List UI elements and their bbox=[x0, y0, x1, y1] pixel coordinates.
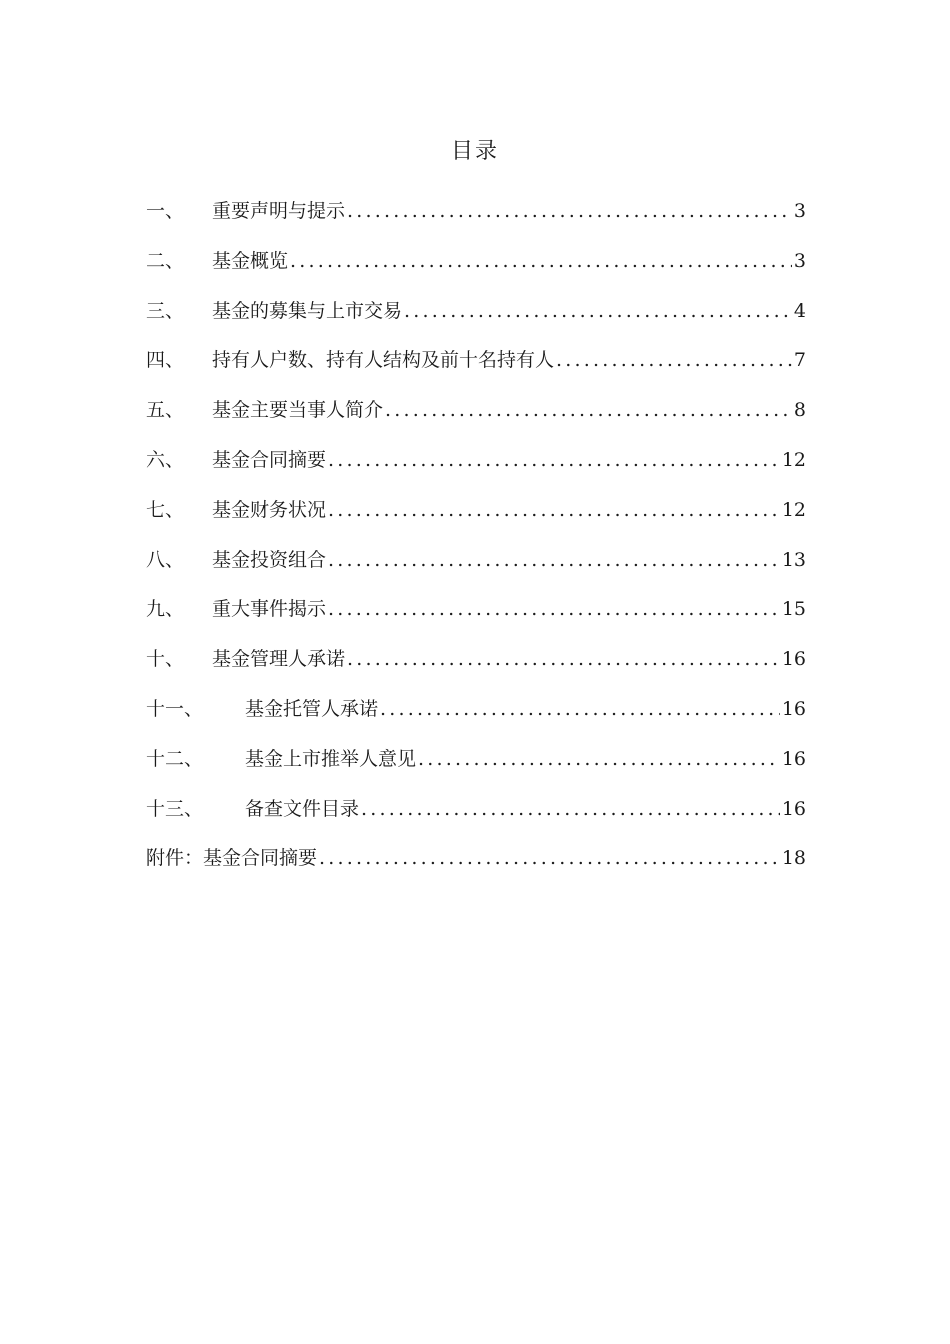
toc-dot-leader bbox=[418, 748, 780, 770]
toc-entry-label: 基金的募集与上市交易 bbox=[212, 299, 403, 322]
toc-dot-leader bbox=[404, 300, 792, 322]
toc-entry-label: 基金托管人承诺 bbox=[245, 697, 379, 720]
toc-entry-page: 16 bbox=[781, 697, 806, 720]
toc-entry[interactable] bbox=[146, 296, 806, 346]
toc-entry[interactable] bbox=[146, 246, 806, 296]
toc-entry-number: 十一、 bbox=[146, 697, 204, 720]
toc-entry-number: 十、 bbox=[146, 648, 185, 671]
toc-entry-label: 重大事件揭示 bbox=[212, 598, 327, 621]
toc-entry-page: 18 bbox=[781, 847, 806, 870]
toc-entry-label: 重要声明与提示 bbox=[212, 200, 346, 222]
toc-entry-label: 基金概览 bbox=[212, 249, 289, 272]
toc-entry-label: 基金投资组合 bbox=[212, 548, 327, 571]
toc-dot-leader bbox=[380, 698, 780, 720]
toc-entry-number: 七、 bbox=[146, 498, 185, 521]
toc-entry-number: 十三、 bbox=[146, 797, 204, 820]
toc-entry-number: 二、 bbox=[146, 249, 185, 272]
toc-entry-label: 基金主要当事人简介 bbox=[212, 399, 384, 422]
toc-entry-page: 16 bbox=[781, 797, 806, 820]
toc-entry-label: 附件：基金合同摘要 bbox=[146, 847, 318, 870]
toc-entry[interactable] bbox=[146, 694, 806, 744]
toc-entry-label: 持有人户数、持有人结构及前十名持有人 bbox=[212, 349, 555, 372]
toc-dot-leader bbox=[290, 250, 792, 272]
toc-entry-page: 4 bbox=[793, 299, 806, 322]
toc-entry-page: 3 bbox=[793, 200, 806, 222]
toc-dot-leader bbox=[556, 349, 792, 371]
toc-entry-number: 八、 bbox=[146, 548, 185, 571]
toc-entry[interactable] bbox=[146, 445, 806, 495]
toc-dot-leader bbox=[328, 449, 780, 471]
toc-entry-page: 7 bbox=[793, 349, 806, 372]
toc-entry[interactable] bbox=[146, 545, 806, 595]
toc-entry-page: 16 bbox=[781, 648, 806, 671]
toc-entry-label: 备查文件目录 bbox=[245, 797, 360, 820]
toc-entry-label: 基金合同摘要 bbox=[212, 448, 327, 471]
toc-entry-number: 九、 bbox=[146, 598, 185, 621]
toc-entry[interactable] bbox=[146, 794, 806, 844]
toc-entry[interactable] bbox=[146, 345, 806, 395]
toc-entry-page: 13 bbox=[781, 548, 806, 571]
toc-entry[interactable] bbox=[146, 843, 806, 893]
toc-dot-leader bbox=[328, 499, 780, 521]
toc-entry-page: 15 bbox=[781, 598, 806, 621]
toc-entry[interactable] bbox=[146, 395, 806, 445]
toc-entry-number: 十二、 bbox=[146, 747, 204, 770]
toc-entry-label: 基金上市推举人意见 bbox=[245, 747, 417, 770]
toc-title: 目录 bbox=[450, 139, 499, 164]
toc-dot-leader bbox=[347, 200, 792, 222]
toc-dot-leader bbox=[361, 798, 780, 820]
toc-entry-page: 8 bbox=[793, 399, 806, 422]
toc-entry-label: 基金管理人承诺 bbox=[212, 648, 346, 671]
toc-list bbox=[146, 196, 806, 893]
toc-dot-leader bbox=[328, 598, 780, 620]
toc-dot-leader bbox=[385, 399, 792, 421]
toc-entry[interactable] bbox=[146, 744, 806, 794]
toc-entry[interactable] bbox=[146, 644, 806, 694]
toc-entry-number: 一、 bbox=[146, 200, 185, 222]
toc-entry-page: 3 bbox=[793, 249, 806, 272]
toc-dot-leader bbox=[347, 648, 780, 670]
toc-dot-leader bbox=[328, 549, 780, 571]
toc-entry-label: 基金财务状况 bbox=[212, 498, 327, 521]
toc-entry-page: 16 bbox=[781, 747, 806, 770]
toc-entry-number: 四、 bbox=[146, 349, 185, 372]
toc-entry[interactable] bbox=[146, 196, 806, 246]
toc-entry[interactable] bbox=[146, 495, 806, 545]
toc-entry-number: 五、 bbox=[146, 399, 185, 422]
toc-entry-page: 12 bbox=[781, 448, 806, 471]
toc-entry-page: 12 bbox=[781, 498, 806, 521]
toc-entry[interactable] bbox=[146, 594, 806, 644]
toc-dot-leader bbox=[319, 847, 780, 869]
toc-entry-number: 三、 bbox=[146, 299, 185, 322]
toc-entry-number: 六、 bbox=[146, 448, 185, 471]
